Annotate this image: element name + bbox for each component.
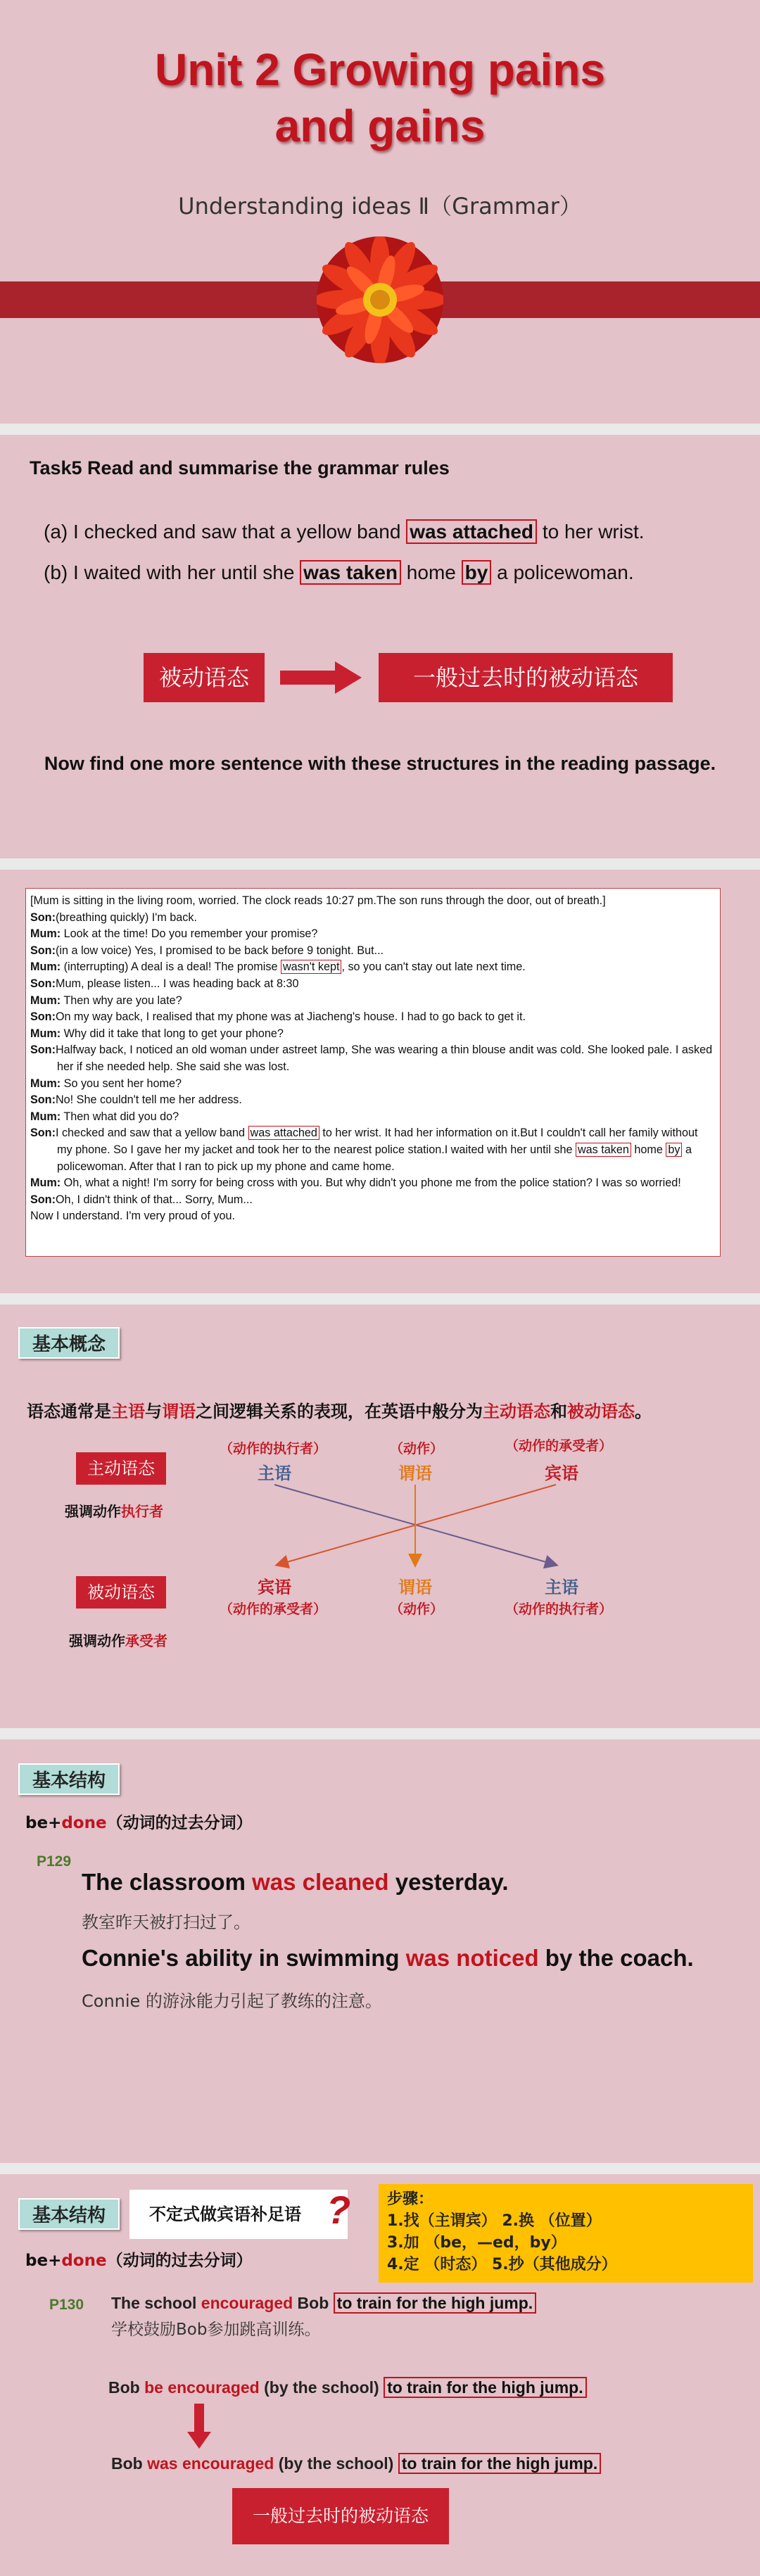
dialogue-slide <box>0 870 760 1293</box>
highlight-was-taken: was taken <box>300 560 401 585</box>
dialogue-line: Son:I checked and saw that a yellow band was attached to her wrist. It had her information on it.But I couldn't call her family without my phone. So I gave her my jacket and took her to the nearest police station.I waited with her until she was taken home by a policewoman. After that I ran to pick up my phone and came home. <box>30 1127 698 1173</box>
example-2-translation: Connie 的游泳能力引起了教练的注意。 <box>82 1991 382 2011</box>
caption-action: （动作） <box>390 1441 444 1457</box>
dialogue-line: Son:No! She couldn't tell me her address. <box>30 1093 242 1107</box>
highlight-wasnt-kept: wasn't kept <box>281 960 341 974</box>
example-active: The school encouraged Bob to train for the high jump. <box>111 2294 536 2313</box>
active-voice-label: 主动语态 <box>76 1452 166 1485</box>
infinitive-slide <box>0 2174 760 2576</box>
dialogue-line: Mum: (interrupting) A deal is a deal! The promise wasn't kept , so you can't stay out late next time. <box>30 960 526 974</box>
formula: be+done（动词的过去分词） <box>25 2252 253 2270</box>
title-line-1: Unit 2 Growing pains <box>154 44 606 95</box>
intro-text: 语态通常是主语与谓语之间逻辑关系的表现，在英语中般分为主动语态和被动语态。 <box>27 1402 652 1421</box>
active-note: 强调动作执行者 <box>65 1503 163 1520</box>
section-tag: 基本结构 <box>18 2198 120 2230</box>
passive-voice-box: 被动语态 <box>144 653 265 702</box>
right-arrow-icon <box>280 661 362 694</box>
caption-receiver: （动作的承受者） <box>505 1438 613 1454</box>
highlight-by: by <box>666 1143 682 1157</box>
dialogue-box <box>25 888 721 1257</box>
section-tag: 基本结构 <box>18 1763 120 1795</box>
caption-action-bottom: （动作） <box>390 1601 444 1617</box>
dialogue-line: Son:Halfway back, I noticed an old woman under astreet lamp, She was wearing a thin blouse andit was cold. She looked pale. I asked her if she needed help. She said she was lost. <box>30 1043 713 1073</box>
highlight-was-taken: was taken <box>576 1143 631 1157</box>
word-subject-bottom: 主语 <box>545 1578 578 1597</box>
highlight-was-attached: was attached <box>248 1126 319 1140</box>
dialogue-line: Son:Oh, I didn't think of that... Sorry, Mum... <box>30 1193 253 1206</box>
example-1: The classroom was cleaned yesterday. <box>82 1869 509 1895</box>
highlight-by: by <box>462 560 492 585</box>
highlight-was-attached: was attached <box>406 519 537 544</box>
steps-box: 步骤： 1.找（主谓宾） 2.换 （位置） 3.加 （be，—ed，by） 4.定 （时态） 5.抄（其他成分） <box>379 2184 753 2283</box>
word-object-bottom: 宾语 <box>258 1578 291 1597</box>
instruction: Now find one more sentence with these structures in the reading passage. <box>44 753 716 774</box>
example-translation: 学校鼓励Bob参加跳高训练。 <box>111 2321 321 2339</box>
task-heading: Task5 Read and summarise the grammar rules <box>30 457 450 478</box>
passive-voice-label: 被动语态 <box>76 1576 166 1609</box>
sentence-a: (a) I checked and saw that a yellow band was attached to her wrist. <box>44 521 645 543</box>
dialogue-line: Mum: Oh, what a night! I'm sorry for being cross with you. But why didn't you phone me from the police station? I was so worried! <box>30 1176 681 1190</box>
down-arrow-icon <box>187 2404 211 2449</box>
section-tag: 基本概念 <box>18 1327 120 1359</box>
subtitle: Understanding ideas Ⅱ（Grammar） <box>178 193 582 220</box>
example-passive: Bob was encouraged (by the school) to train for the high jump. <box>111 2454 601 2473</box>
mapping-arrows <box>260 1479 584 1571</box>
caption-agent-bottom: （动作的执行者） <box>505 1601 613 1617</box>
dialogue-line: Son:(breathing quickly) I'm back. <box>30 911 197 924</box>
formula: be+done（动词的过去分词） <box>25 1814 253 1832</box>
example-transform: Bob be encouraged (by the school) to train for the high jump. <box>108 2378 587 2397</box>
dialogue-line: Now I understand. I'm very proud of you. <box>30 1210 236 1223</box>
word-object: 宾语 <box>545 1464 578 1483</box>
sentence-b: (b) I waited with her until she was taken home by a policewoman. <box>44 561 634 583</box>
topic-box: 不定式做宾语补足语 <box>129 2190 348 2239</box>
flower-image <box>317 236 443 363</box>
dialogue-stage-direction: [Mum is sitting in the living room, worried. The clock reads 10:27 pm.The son runs through the door, out of breath.] <box>30 894 606 907</box>
word-subject: 主语 <box>258 1464 291 1483</box>
dialogue-line: Mum: Why did it take that long to get your phone? <box>30 1027 284 1040</box>
dialogue-line: Son:Mum, please listen... I was heading back at 8:30 <box>30 977 299 990</box>
page-ref: P129 <box>37 1853 72 1870</box>
dialogue-line: Mum: Then why are you late? <box>30 994 182 1007</box>
caption-agent: （动作的执行者） <box>220 1441 327 1457</box>
passive-note: 强调动作承受者 <box>69 1632 167 1649</box>
dialogue-line: Mum: Look at the time! Do you remember your promise? <box>30 927 318 941</box>
dialogue-line: Mum: So you sent her home? <box>30 1077 182 1090</box>
task5-slide <box>0 435 760 858</box>
word-predicate: 谓语 <box>398 1464 432 1483</box>
concept-slide <box>0 1305 760 1728</box>
word-predicate-bottom: 谓语 <box>398 1578 432 1597</box>
example-1-translation: 教室昨天被打扫过了。 <box>82 1912 251 1932</box>
caption-receiver-bottom: （动作的承受者） <box>220 1601 327 1617</box>
structure-slide <box>0 1739 760 2163</box>
dialogue-line: Mum: Then what did you do? <box>30 1110 179 1123</box>
page-ref: P130 <box>49 2297 84 2313</box>
question-mark-icon: ? <box>327 2188 351 2232</box>
title-slide <box>0 0 760 424</box>
example-2: Connie's ability in swimming was noticed by the coach. <box>82 1945 694 1971</box>
title-line-2: and gains <box>274 101 486 151</box>
dialogue-line: Son:(in a low voice) Yes, I promised to be back before 9 tonight. But... <box>30 944 384 957</box>
past-passive-box: 一般过去时的被动语态 <box>379 653 673 702</box>
dialogue-line: Son:On my way back, I realised that my phone was at Jiacheng's house. I had to go back to get it. <box>30 1010 526 1024</box>
past-passive-label: 一般过去时的被动语态 <box>232 2488 449 2544</box>
